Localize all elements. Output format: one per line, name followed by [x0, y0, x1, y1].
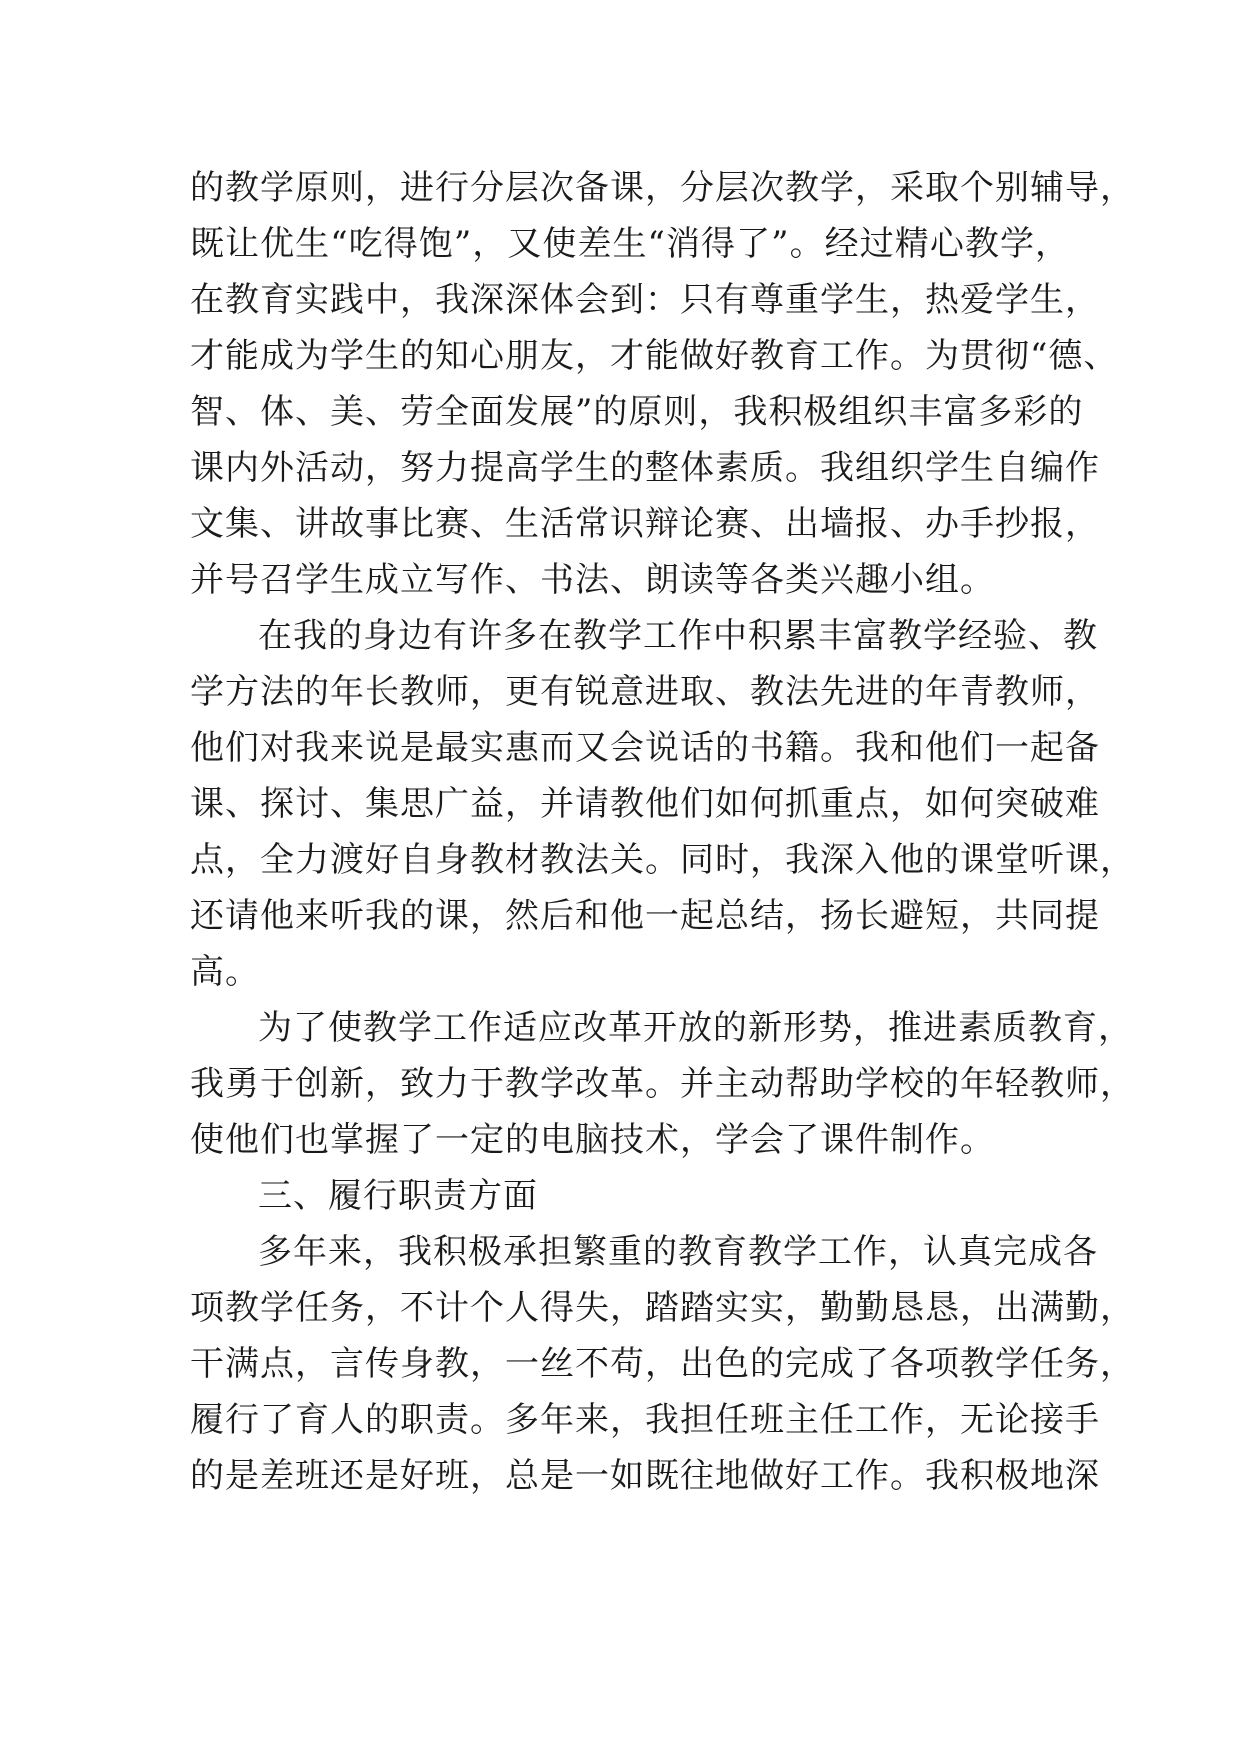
text-line: 履行了育人的职责。多年来，我担任班主任工作，无论接手 [190, 1400, 1100, 1440]
text-line: 学方法的年长教师，更有锐意进取、教法先进的年青教师， [190, 672, 1100, 712]
text-line: 他们对我来说是最实惠而又会说话的书籍。我和他们一起备 [190, 728, 1100, 768]
text-line: 既让优生“吃得饱”，又使差生“消得了”。经过精心教学， [190, 224, 1070, 264]
text-line: 高。 [190, 952, 260, 992]
paragraph-first-line: 为了使教学工作适应改革开放的新形势，推进素质教育， [258, 1008, 1133, 1048]
body-text [190, 160, 1135, 1504]
text-line: 才能成为学生的知心朋友，才能做好教育工作。为贯彻“德、 [190, 336, 1119, 376]
paragraph-first-line: 在我的身边有许多在教学工作中积累丰富教学经验、教 [258, 616, 1098, 656]
text-line: 项教学任务，不计个人得失，踏踏实实，勤勤恳恳，出满勤， [190, 1288, 1135, 1328]
text-line: 干满点，言传身教，一丝不苟，出色的完成了各项教学任务， [190, 1344, 1135, 1384]
text-line: 的是差班还是好班，总是一如既往地做好工作。我积极地深 [190, 1456, 1100, 1496]
text-line: 文集、讲故事比赛、生活常识辩论赛、出墙报、办手抄报， [190, 504, 1100, 544]
text-line: 使他们也掌握了一定的电脑技术，学会了课件制作。 [190, 1120, 995, 1160]
text-line: 还请他来听我的课，然后和他一起总结，扬长避短，共同提 [190, 896, 1100, 936]
text-line: 并号召学生成立写作、书法、朗读等各类兴趣小组。 [190, 560, 995, 600]
text-line: 我勇于创新，致力于教学改革。并主动帮助学校的年轻教师， [190, 1064, 1135, 1104]
text-line: 点，全力渡好自身教材教法关。同时，我深入他的课堂听课， [190, 840, 1135, 880]
text-line: 智、体、美、劳全面发展”的原则，我积极组织丰富多彩的 [190, 392, 1084, 432]
text-line: 课内外活动，努力提高学生的整体素质。我组织学生自编作 [190, 448, 1100, 488]
text-line: 课、探讨、集思广益，并请教他们如何抓重点，如何突破难 [190, 784, 1100, 824]
section-heading: 三、履行职责方面 [258, 1176, 538, 1216]
text-line: 的教学原则，进行分层次备课，分层次教学，采取个别辅导， [190, 168, 1135, 208]
text-line: 在教育实践中，我深深体会到：只有尊重学生，热爱学生， [190, 280, 1100, 320]
paragraph-first-line: 多年来，我积极承担繁重的教育教学工作，认真完成各 [258, 1232, 1098, 1272]
